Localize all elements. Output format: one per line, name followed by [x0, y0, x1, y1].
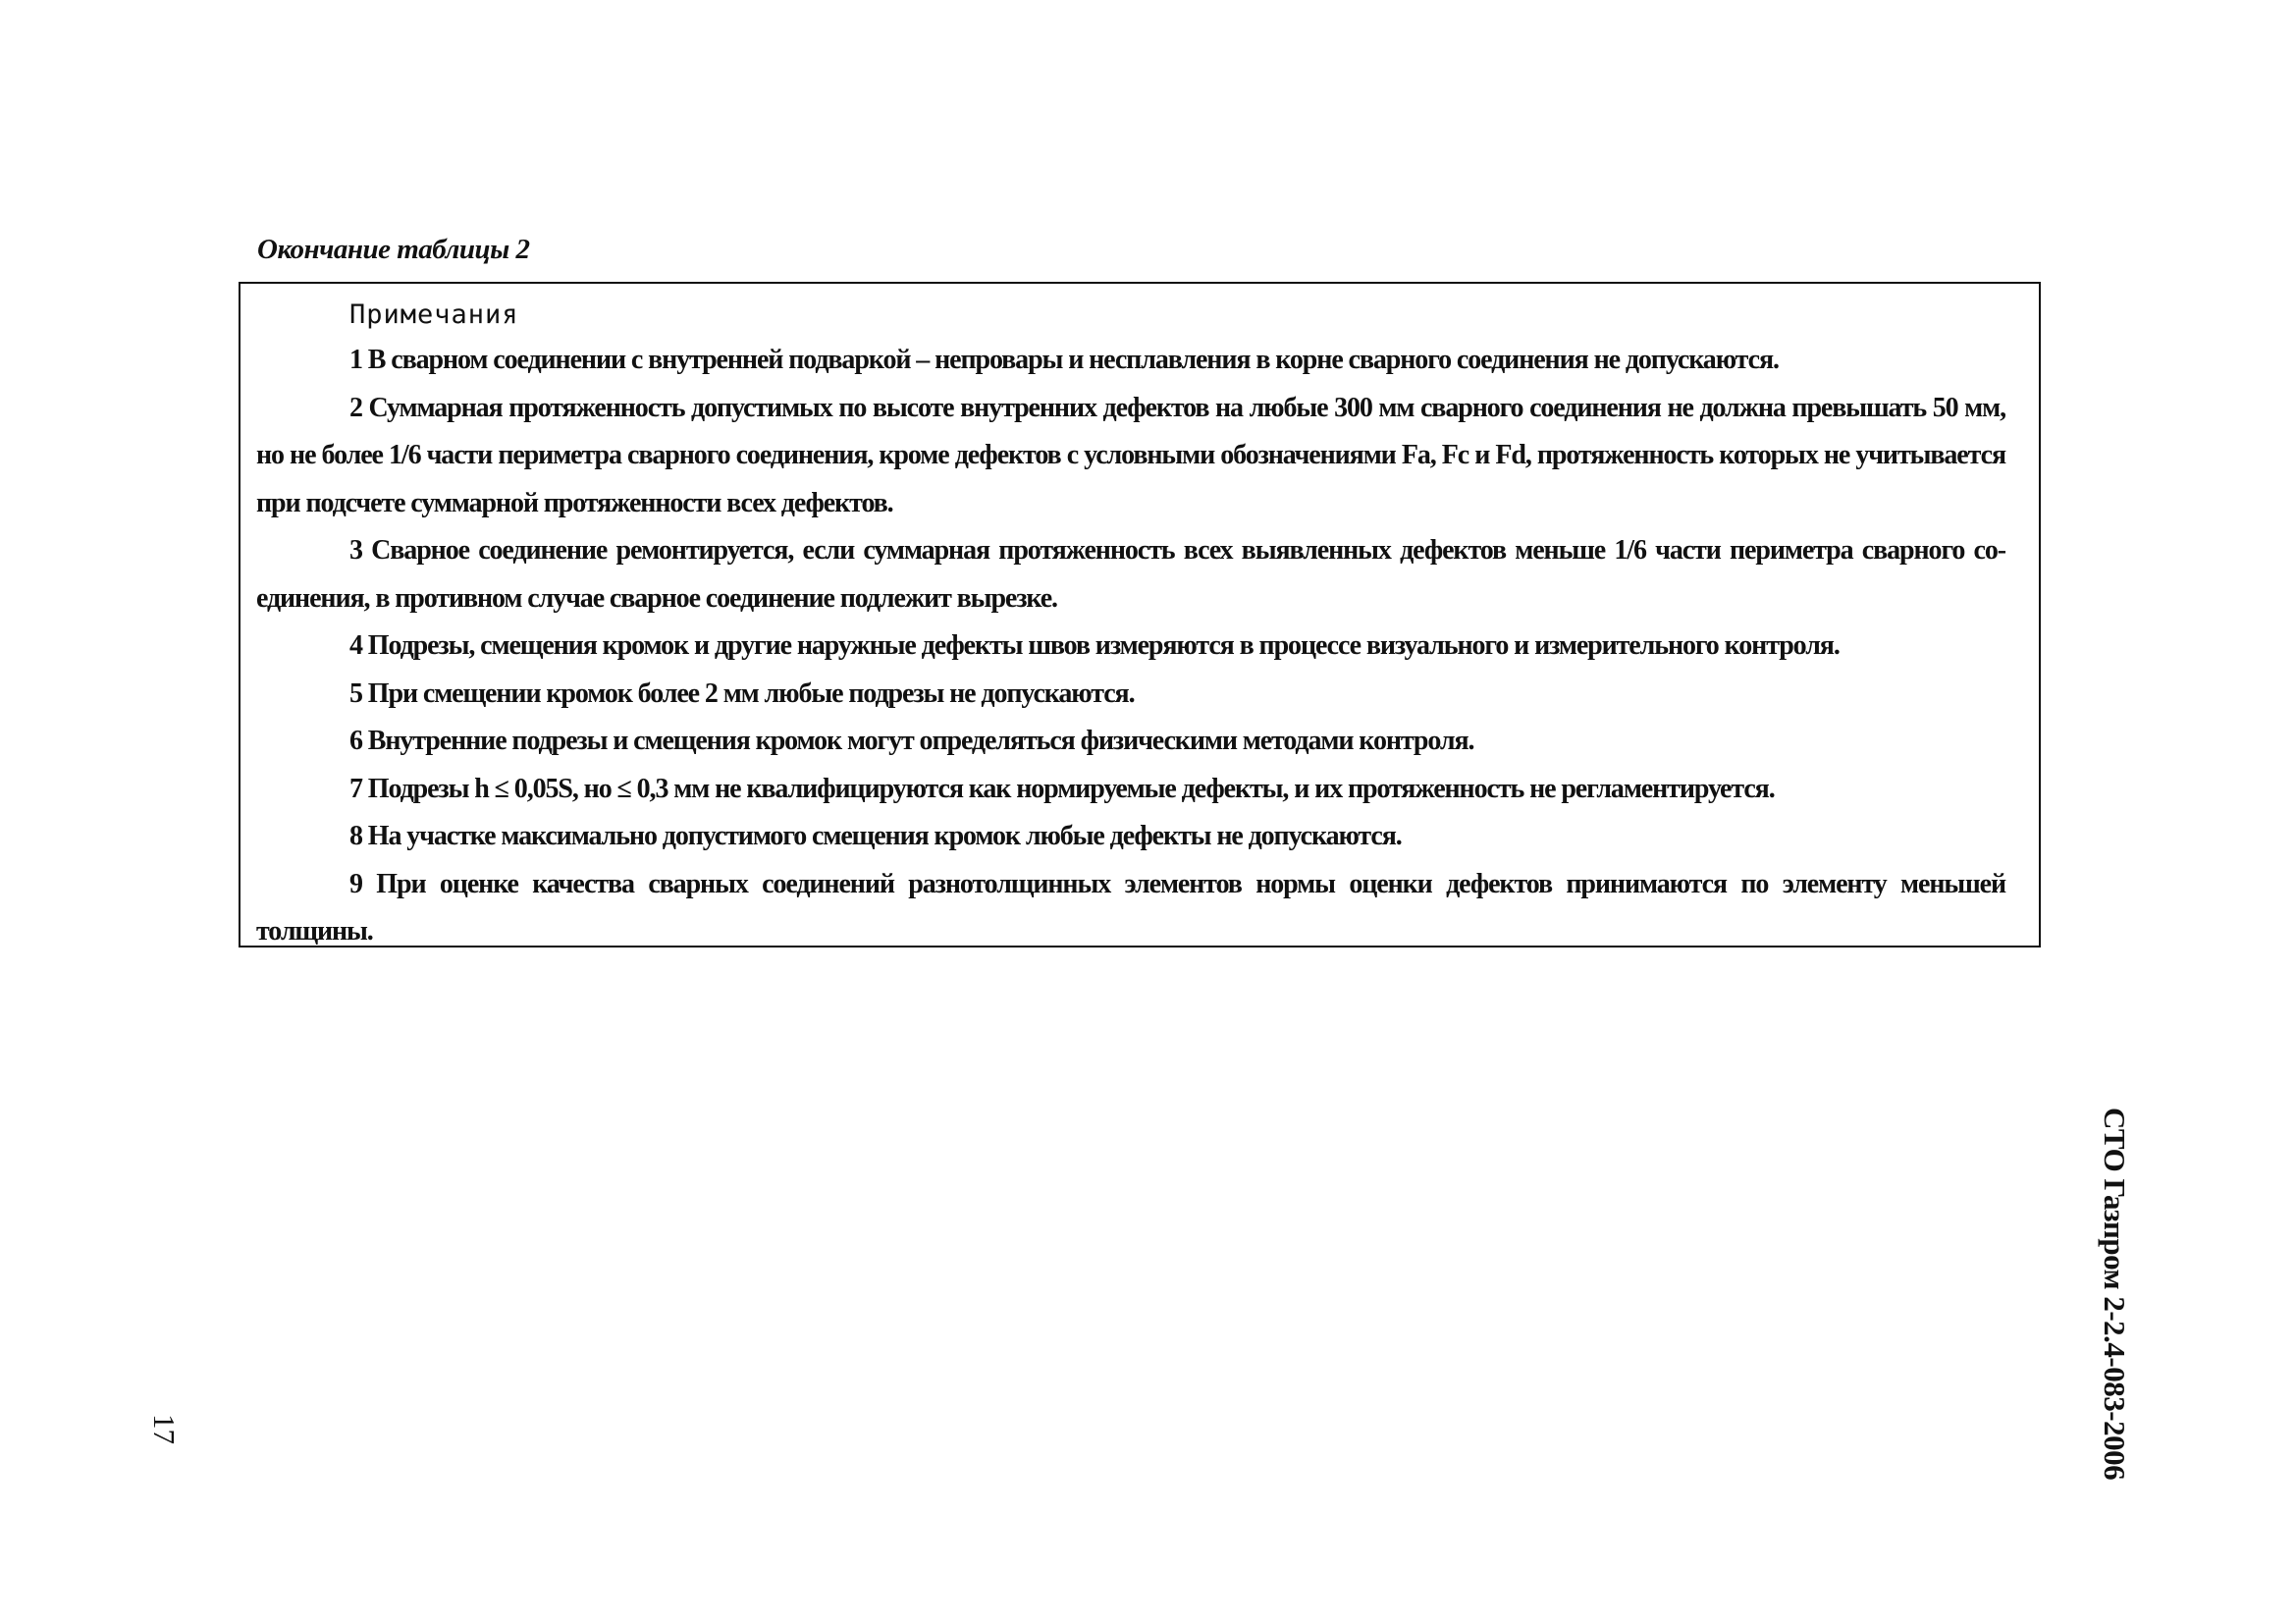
note-2: 2 Суммарная протяженность допустимых по высоте внутренних дефектов на любые 300 мм сварного соединения не должна превышать 50 мм, но не более 1/6 части периметра сварного соединения, кроме дефектов с условными обозначениями Fa, Fc и Fd, протяженность которых не учитывается при подсчете суммарной протяженности всех дефектов.: [256, 392, 2005, 518]
note-5: 5 При смещении кромок более 2 мм любые подрезы не допускаются.: [349, 677, 1135, 709]
note-1: 1 В сварном соединении с внутренней подваркой – непровары и несплавления в корне сварного соединения не допускаются.: [349, 345, 1779, 375]
note-6: 6 Внутренние подрезы и смещения кромок могут определяться физическими методами контроля.: [349, 726, 1474, 756]
page-number: 17: [147, 1414, 182, 1444]
table-caption: Окончание таблицы 2: [257, 234, 530, 265]
note-3: 3 Сварное соединение ремонтируется, если суммарная протяженность всех выявленных дефектов меньше 1/6 части периметра сварного со-единения, в противном случае сварное соединение подлежит вырезке.: [256, 535, 2005, 614]
notes-heading: Примечания: [349, 299, 519, 330]
note-8: 8 На участке максимально допустимого смещения кромок любые дефекты не допускаются.: [349, 821, 1402, 851]
document-code: СТО Газпром 2-2.4-083-2006: [2098, 1108, 2132, 1481]
notes-box: [239, 282, 2041, 947]
note-9: 9 При оценке качества сварных соединений разнотолщинных элементов нормы оценки дефектов принимаются по элементу меньшей толщины.: [256, 868, 2005, 947]
note-4: 4 Подрезы, смещения кромок и другие наружные дефекты швов измеряются в процессе визуального и измерительного контроля.: [349, 630, 1840, 661]
note-7: 7 Подрезы h ≤ 0,05S, но ≤ 0,3 мм не квалифицируются как нормируемые дефекты, и их протяженность не регламентируется.: [349, 773, 1775, 804]
